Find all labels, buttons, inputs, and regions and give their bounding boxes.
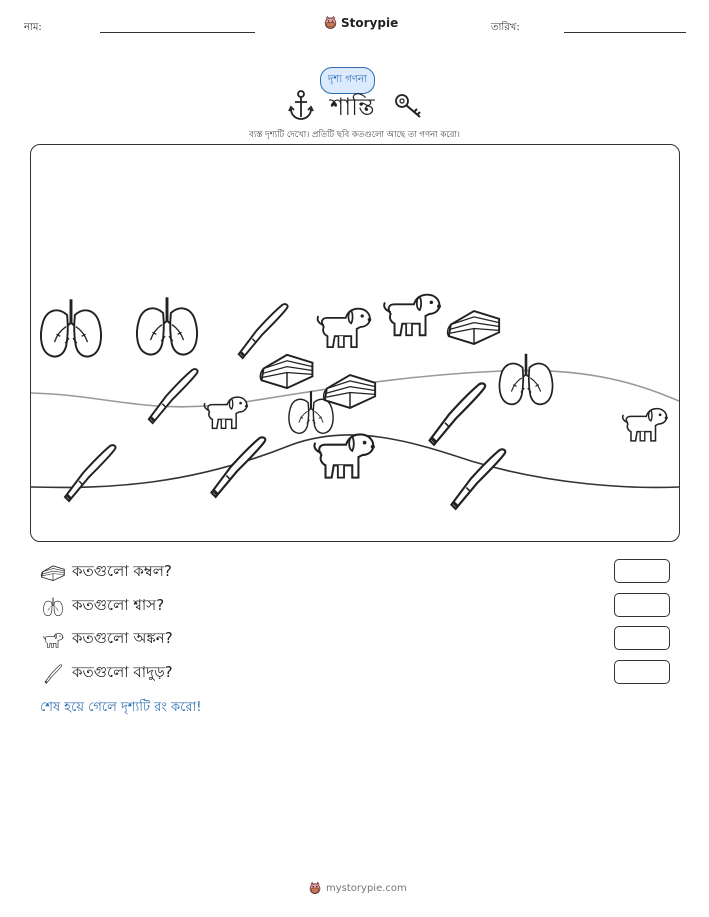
site-url: mystorypie.com	[326, 882, 407, 894]
name-line[interactable]	[100, 32, 255, 33]
answer-box-bats[interactable]	[614, 660, 670, 684]
bat-object	[211, 437, 265, 497]
scene-drawing	[31, 145, 679, 541]
blanket-icon	[40, 563, 66, 583]
footer-site	[308, 881, 407, 895]
brand-name: Storypie	[341, 15, 399, 30]
bat-object	[149, 369, 198, 423]
bat-icon	[40, 664, 66, 684]
question-text: কতগুলো অঙ্কন?	[72, 629, 173, 647]
date-line[interactable]	[564, 32, 686, 33]
question-text: কতগুলো শ্বাস?	[72, 596, 165, 614]
puppy-object	[314, 434, 374, 477]
instruction-text: ব্যস্ত দৃশ্যটি দেখো। প্রতিটি ছবি কতগুলো আছে তা গণনা করো।	[249, 130, 460, 140]
date-label: তারিখ:	[491, 22, 520, 33]
lungs-object	[499, 354, 552, 404]
counting-scene	[30, 144, 680, 542]
storypie-logo-icon	[308, 881, 322, 895]
anchor-icon	[287, 89, 315, 121]
question-blankets	[40, 560, 172, 585]
question-text: কতগুলো কম্বল?	[72, 562, 172, 580]
storypie-logo-icon	[323, 15, 338, 30]
bat-object	[430, 383, 486, 444]
name-label: নাম:	[24, 22, 42, 33]
puppy-object	[204, 397, 248, 428]
puppy-object	[384, 295, 441, 336]
bat-object	[65, 445, 116, 501]
closing-instruction: শেষ হয়ে গেলে দৃশ্যটি রং করো!	[40, 700, 202, 715]
puppy-object	[318, 309, 372, 347]
key-icon	[394, 92, 424, 120]
blanket-object	[324, 375, 376, 408]
bat-object	[451, 449, 505, 509]
question-bats	[40, 661, 173, 686]
blanket-object	[448, 311, 500, 344]
brand-logo	[323, 15, 398, 30]
answer-box-puppies[interactable]	[614, 626, 670, 650]
puppy-icon	[40, 630, 66, 650]
blanket-object	[260, 355, 312, 388]
question-lungs	[40, 594, 164, 619]
lungs-object	[41, 299, 101, 356]
page-title: শান্তি	[330, 93, 375, 121]
bat-object	[239, 304, 288, 358]
lungs-icon	[40, 597, 66, 617]
answer-box-lungs[interactable]	[614, 593, 670, 617]
question-puppies	[40, 627, 173, 652]
lungs-object	[137, 297, 197, 354]
answer-box-blankets[interactable]	[614, 559, 670, 583]
puppy-object	[623, 409, 668, 441]
question-text: কতগুলো বাদুড়?	[72, 663, 173, 681]
category-badge: দৃশ্য গণনা	[320, 67, 375, 94]
